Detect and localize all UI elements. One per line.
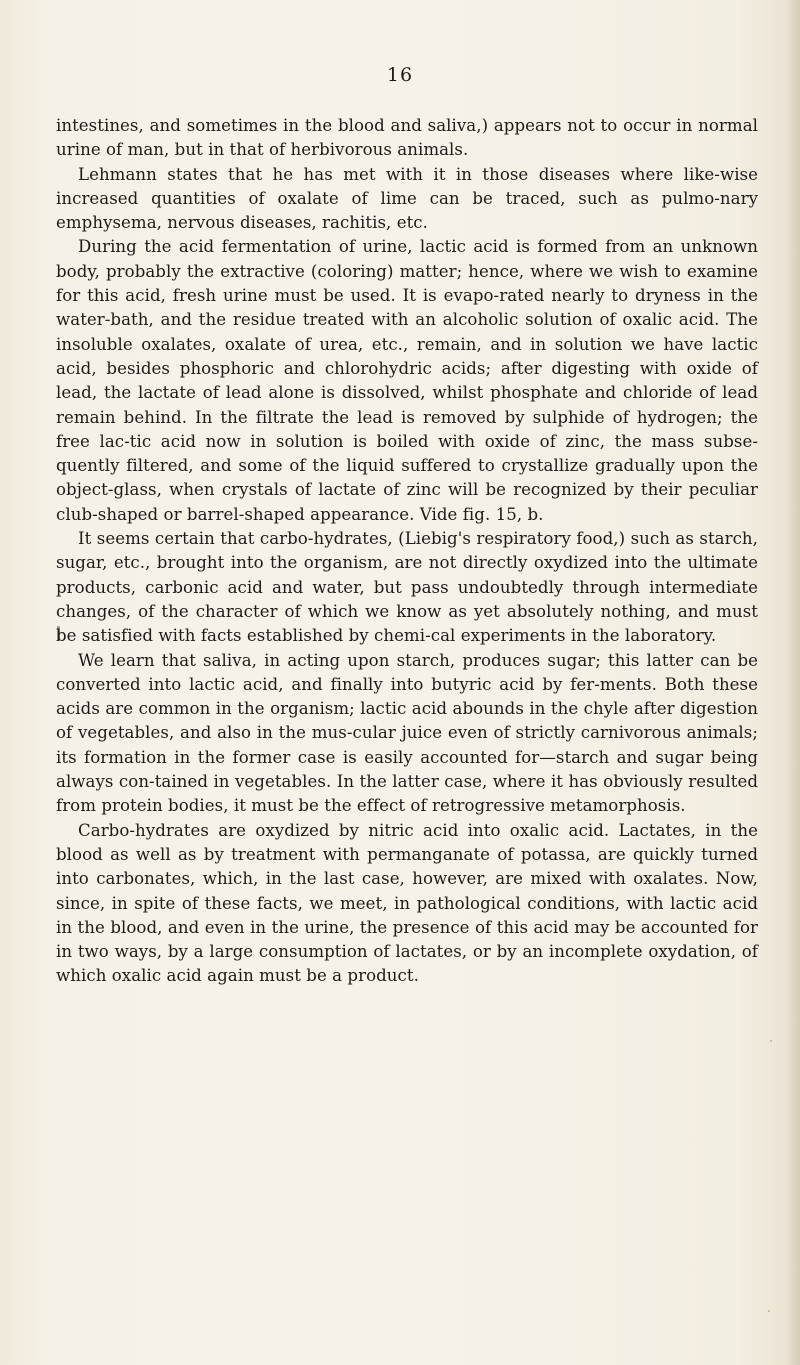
paragraph: It seems certain that carbo-hydrates, (Liebig's respiratory food,) such as starch, sugar, etc., brought into the organism, are not directly oxydized into the ultimate products, carbonic acid and water, but pass undoubtedly through intermediate changes, of the character of which we know as yet absolutely nothing, and must be satisfied with facts established by chemi-cal experiments in the laboratory.: [56, 529, 758, 646]
paragraph: We learn that saliva, in acting upon starch, produces sugar; this latter can be converted into lactic acid, and finally into butyric acid by fer-ments. Both these acids are common in the organism; lactic acid abounds in the chyle after digestion of vegetables, and also in the mus-cular juice even of strictly carnivorous animals; its formation in the former case is easily accounted for—starch and sugar being always con-tained in vegetables. In the latter case, where it has obviously resulted from protein bodies, it must be the effect of retrogressive metamorphosis.: [56, 650, 758, 816]
page-number: 16: [386, 64, 414, 86]
body-text: [56, 114, 758, 989]
page-edge-shadow: [786, 0, 800, 1365]
paragraph: intestines, and sometimes in the blood and saliva,) appears not to occur in normal urine of man, but in that of herbivorous animals.: [56, 116, 758, 160]
paragraph: Carbo-hydrates are oxydized by nitric acid into oxalic acid. Lactates, in the blood as well as by treatment with permanganate of potassa, are quickly turned into carbonates, which, in the last case, however, are mixed with oxalates. Now, since, in spite of these facts, we meet, in pathological conditions, with lactic acid in the blood, and even in the urine, the presence of this acid may be accounted for in two ways, by a large consumption of lactates, or by an incomplete oxydation, of which oxalic acid again must be a product.: [56, 820, 758, 986]
paragraph: Lehmann states that he has met with it in those diseases where like-wise increased quantities of oxalate of lime can be traced, such as pulmo-nary emphysema, nervous diseases, rachitis, etc.: [56, 164, 758, 233]
paragraph: During the acid fermentation of urine, lactic acid is formed from an unknown body, probably the extractive (coloring) matter; hence, where we wish to examine for this acid, fresh urine must be used. It is evapo-rated nearly to dryness in the water-bath, and the residue treated with an alcoholic solution of oxalic acid. The insoluble oxalates, oxalate of urea, etc., remain, and in solution we have lactic acid, besides phosphoric and chlorohydric acids; after digesting with oxide of lead, the lactate of lead alone is dissolved, whilst phosphate and chloride of lead remain behind. In the filtrate the lead is removed by sulphide of hydrogen; the free lac-tic acid now in solution is boiled with oxide of zinc, the mass subse-quently filtered, and some of the liquid suffered to crystallize gradually upon the object-glass, when crystals of lactate of zinc will be recognized by their peculiar club-shaped or barrel-shaped appearance. Vide fig. 15, b.: [56, 237, 758, 524]
page-speck: [770, 1040, 772, 1042]
page-speck: [768, 1310, 770, 1312]
